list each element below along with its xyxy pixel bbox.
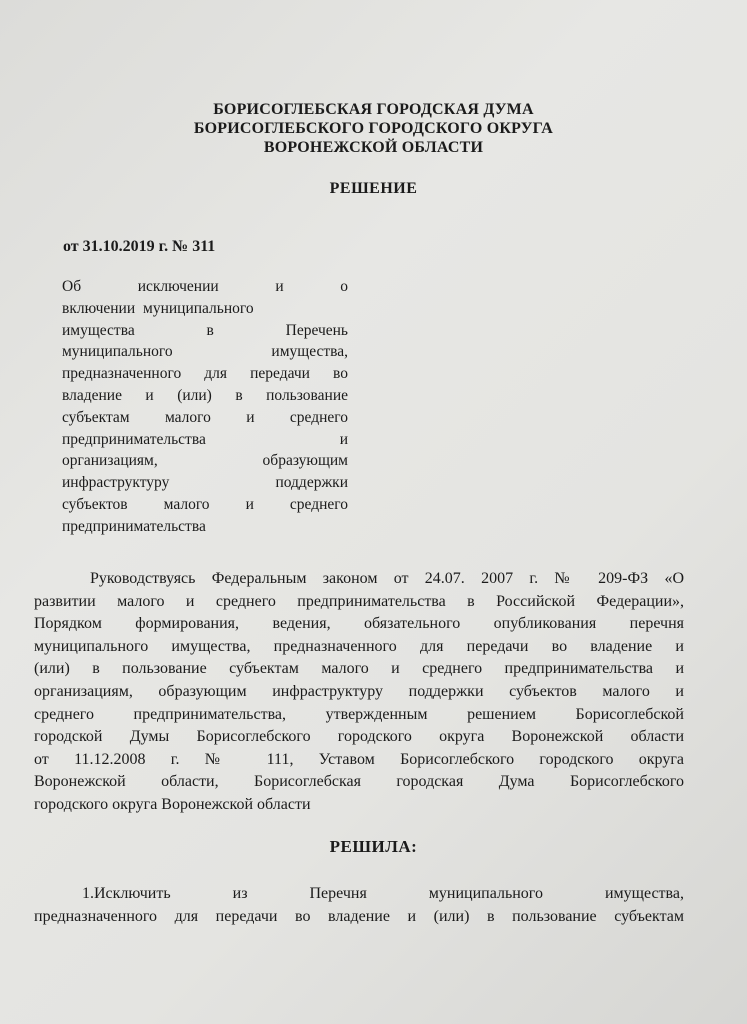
subject-line: включении муниципального <box>62 299 254 317</box>
subject-line: инфраструктуру поддержки <box>62 474 348 492</box>
subject-line: предпринимательства <box>62 517 206 535</box>
subject-line: предназначенного для передачи во <box>62 365 348 383</box>
subject-line: предпринимательства и <box>62 430 348 448</box>
point-line: 1.Исключить из Перечня муниципального имущества, <box>82 885 684 902</box>
issuer-line-3: ВОРОНЕЖСКОЙ ОБЛАСТИ <box>263 139 484 156</box>
subject-line: субъектов малого и среднего <box>62 495 348 513</box>
issuer-line-2: БОРИСОГЛЕБСКОГО ГОРОДСКОГО ОКРУГА <box>193 120 554 137</box>
decision-subject <box>62 276 348 538</box>
preamble-line: Руководствуясь Федеральным законом от 24.07. 2007 г. № 209-ФЗ «О <box>90 570 684 587</box>
issuer-line-1: БОРИСОГЛЕБСКАЯ ГОРОДСКАЯ ДУМА <box>213 101 534 118</box>
decision-point-1 <box>34 882 684 928</box>
preamble-line: среднего предпринимательства, утвержденным решением Борисоглебской <box>34 705 684 723</box>
preamble-line: городского округа Воронежской области <box>34 795 311 813</box>
preamble-line: от 11.12.2008 г. № 111, Уставом Борисоглебского городского округа <box>34 750 684 768</box>
subject-line: субъектам малого и среднего <box>62 408 348 426</box>
document-date-number: от 31.10.2019 г. № 311 <box>63 238 216 255</box>
point-line: предназначенного для передачи во владение и (или) в пользование субъектам <box>34 908 684 925</box>
subject-line: Об исключении и о <box>62 278 348 295</box>
issuer-header <box>0 100 747 157</box>
preamble-line: городской Думы Борисоглебского городского округа Воронежской области <box>34 728 684 746</box>
preamble-line: муниципального имущества, предназначенного для передачи во владение и <box>34 637 684 655</box>
subject-line: организациям, образующим <box>62 452 348 470</box>
decided-heading: РЕШИЛА: <box>329 837 418 856</box>
preamble-line: организациям, образующим инфраструктуру поддержки субъектов малого и <box>34 682 684 700</box>
subject-line: имущества в Перечень <box>62 321 348 339</box>
subject-line: владение и (или) в пользование <box>62 386 348 404</box>
preamble-paragraph <box>34 568 684 817</box>
preamble-line: Воронежской области, Борисоглебская городская Дума Борисоглебского <box>34 773 684 791</box>
subject-line: муниципального имущества, <box>62 343 348 361</box>
preamble-line: Порядком формирования, ведения, обязательного опубликования перечня <box>34 615 684 633</box>
document-type-title: РЕШЕНИЕ <box>329 180 418 197</box>
preamble-line: развитии малого и среднего предпринимательства в Российской Федерации», <box>34 592 684 610</box>
preamble-line: (или) в пользование субъектам малого и среднего предпринимательства и <box>34 660 684 678</box>
